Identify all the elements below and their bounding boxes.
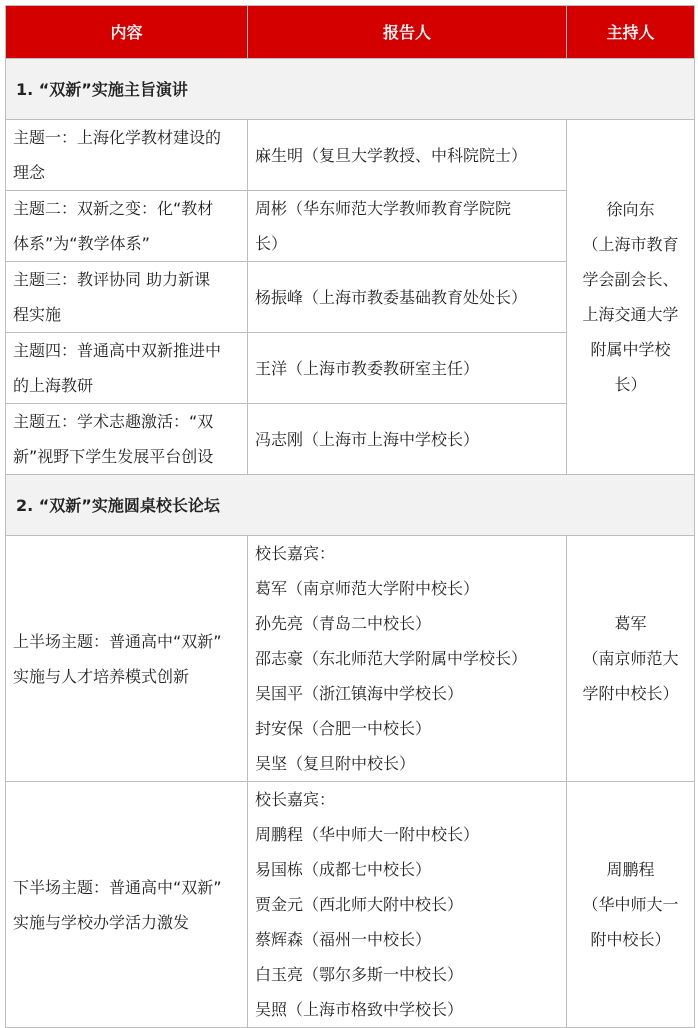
topic-line: 下半场主题：普通高中“双新” [13, 877, 222, 897]
speaker-cell [248, 262, 567, 333]
guest-line: 白玉亮（鄂尔多斯一中校长） [255, 965, 464, 984]
host-line: 葛军 [614, 614, 647, 633]
speaker-line: 麻生明（复旦大学教授、中科院院士） [255, 145, 528, 165]
header-speaker: 报告人 [248, 6, 567, 59]
guest-line: 易国栋（成都七中校长） [255, 860, 432, 879]
topic-line: 程实施 [13, 305, 62, 324]
section2-title: 2. “双新”实施圆桌校长论坛 [6, 475, 695, 536]
guest-line: 邵志豪（东北师范大学附属中学校长） [255, 649, 528, 668]
table-row [6, 120, 695, 191]
table-row [6, 782, 695, 1028]
host-cell [567, 120, 695, 475]
topic-line: 体系”为“教学体系” [13, 234, 150, 253]
host-line: 附中校长） [590, 930, 671, 949]
guest-line: 吴坚（复旦附中校长） [255, 754, 416, 773]
guest-line: 葛军（南京师范大学附中校长） [255, 579, 480, 598]
table-header-row [6, 6, 695, 59]
speaker-cell [248, 191, 567, 262]
guest-line: 蔡辉森（福州一中校长） [255, 930, 432, 949]
topic-line: 主题一：上海化学教材建设的 [13, 128, 222, 147]
speaker-line: 杨振峰（上海市教委基础教育处处长） [255, 287, 528, 307]
host-line: 附属中学校 [590, 340, 671, 359]
topic-line: 主题四：普通高中双新推进中 [13, 341, 222, 360]
section-row [6, 475, 695, 536]
speaker-cell [248, 333, 567, 404]
guest-line: 吴国平（浙江镇海中学校长） [255, 684, 464, 703]
topic-cell [6, 333, 248, 404]
topic-line: 理念 [13, 163, 46, 182]
host-cell [567, 782, 695, 1028]
host-line: 周鹏程 [606, 860, 655, 879]
topic-line: 实施与学校办学活力激发 [13, 912, 190, 932]
topic-line: 的上海教研 [13, 376, 94, 395]
guest-line: 校长嘉宾： [255, 790, 336, 809]
host-line: 上海交通大学 [582, 305, 679, 324]
topic-cell [6, 262, 248, 333]
topic-cell [6, 191, 248, 262]
header-host: 主持人 [567, 6, 695, 59]
topic-cell [6, 782, 248, 1028]
host-line: 徐向东 [606, 200, 655, 219]
guest-line: 吴照（上海市格致中学校长） [255, 1000, 464, 1019]
header-content: 内容 [6, 6, 248, 59]
topic-line: 主题三：教评协同 助力新课 [13, 270, 211, 289]
topic-cell [6, 404, 248, 475]
topic-cell [6, 536, 248, 782]
speaker-line: 周彬（华东师范大学教师教育学院院 [255, 199, 512, 218]
host-line: 学附中校长） [582, 684, 679, 703]
host-line: （南京师范大 [582, 649, 679, 668]
speaker-cell [248, 120, 567, 191]
topic-line: 主题五：学术志趣激活：“双 [13, 412, 214, 431]
agenda-table [5, 5, 695, 1028]
guest-line: 封安保（合肥一中校长） [255, 719, 432, 738]
host-line: （上海市教育 [582, 235, 679, 254]
speaker-line: 冯志刚（上海市上海中学校长） [255, 429, 480, 449]
host-line: 长） [614, 375, 647, 394]
topic-line: 实施与人才培养模式创新 [13, 666, 190, 686]
guest-line: 贾金元（西北师大附中校长） [255, 895, 464, 914]
guests-cell [248, 782, 567, 1028]
host-line: 学会副会长、 [582, 270, 679, 289]
section-row [6, 59, 695, 120]
guests-cell [248, 536, 567, 782]
topic-cell [6, 120, 248, 191]
speaker-line: 长） [255, 234, 288, 253]
guest-line: 周鹏程（华中师大一附中校长） [255, 825, 480, 844]
topic-line: 新”视野下学生发展平台创设 [13, 447, 214, 466]
section1-title: 1. “双新”实施主旨演讲 [6, 59, 695, 120]
guest-line: 校长嘉宾： [255, 544, 336, 563]
topic-line: 上半场主题：普通高中“双新” [13, 631, 222, 651]
speaker-line: 王洋（上海市教委教研室主任） [255, 358, 480, 378]
host-cell [567, 536, 695, 782]
topic-line: 主题二：双新之变：化“教材 [13, 199, 214, 218]
host-line: （华中师大一 [582, 895, 679, 914]
speaker-cell [248, 404, 567, 475]
table-row [6, 536, 695, 782]
guest-line: 孙先亮（青岛二中校长） [255, 614, 432, 633]
